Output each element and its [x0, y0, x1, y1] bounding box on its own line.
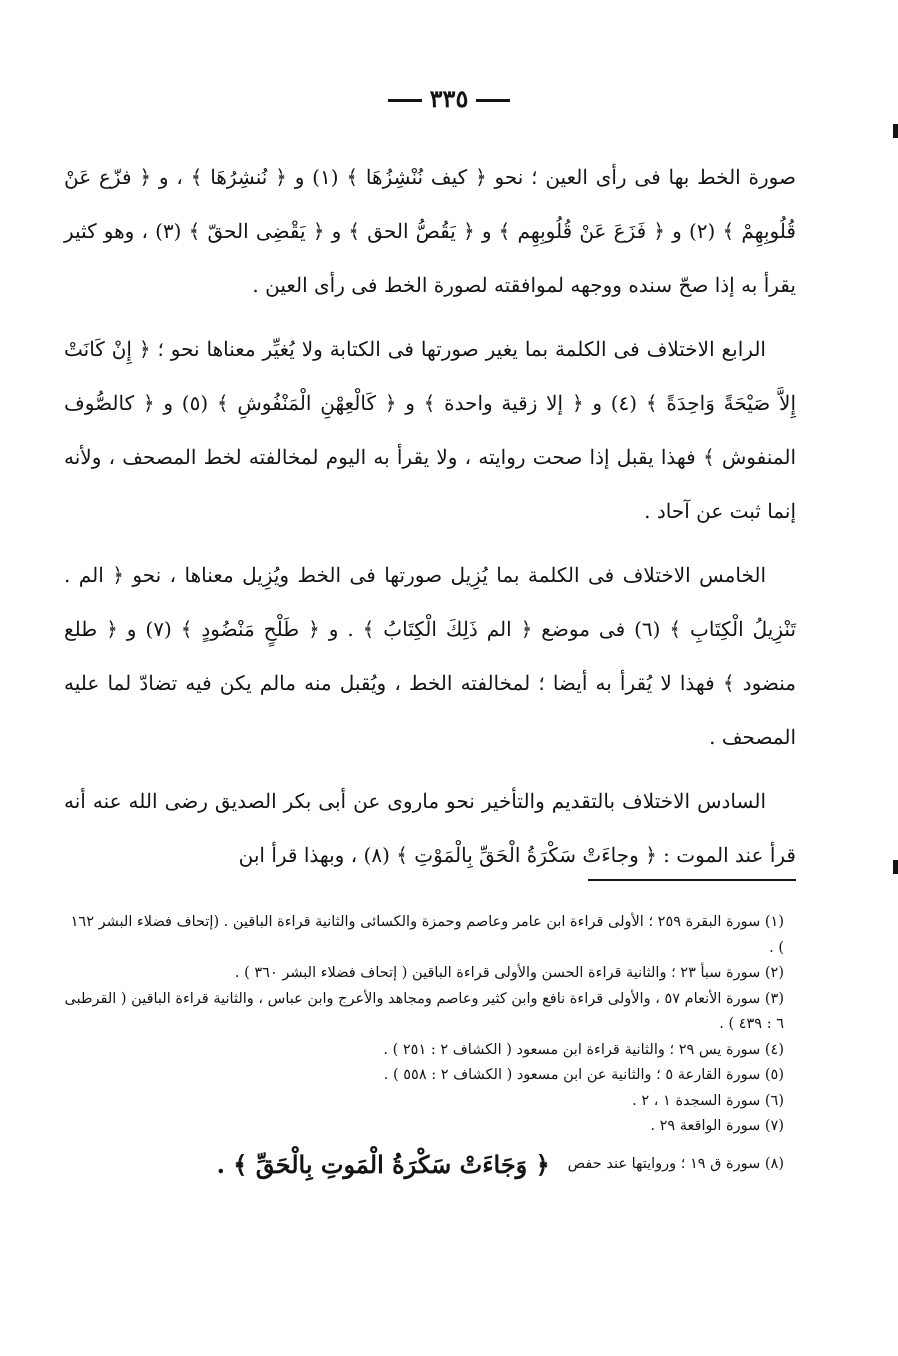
footnote-3: (٣) سورة الأنعام ٥٧ ، والأولى قراءة نافع وابن كثير وعاصم ومجاهد والأعرج وابن عباس ، والثانية قراءة الباقين ( القرطبى ٦ : ٤٣٩ ) .	[64, 990, 784, 1032]
page-number-dash-left	[388, 99, 422, 102]
footnote-2: (٢) سورة سبأ ٢٣ ؛ والثانية قراءة الحسن والأولى قراءة الباقين ( إتحاف فضلاء البشر ٣٦٠ ) .	[234, 965, 784, 981]
footnote-8-quote: ﴿ وَجَاءَتْ سَكْرَةُ الْمَوتِ بِالْحَقِّ ﴾ .	[216, 1149, 550, 1179]
footnote-divider	[588, 879, 796, 881]
footnote-6: (٦) سورة السجدة ١ ، ٢ .	[632, 1092, 784, 1109]
paragraph-1: صورة الخط بها فى رأى العين ؛ نحو ﴿ كيف نُنْشِزُهَا ﴾ (١) و ﴿ نُنشِرُهَا ﴾ ، و ﴿ فزّع عَنْ قُلُوبِهِمْ ﴾ (٢) و ﴿ فَزَعَ عَنْ قُلُوبِهِم ﴾ و ﴿ يَقُصُّ الحق ﴾ و ﴿ يَقْضِى الحقّ ﴾ (٣) ، وهو كثير يقرأ به إذا صحّ سنده ووجهه لموافقته لصورة الخط فى رأى العين .	[64, 165, 797, 297]
footnote-1: (١) سورة البقرة ٢٥٩ ؛ الأولى قراءة ابن عامر وعاصم وحمزة والكسائى والثانية قراءة الباقين . (إتحاف فضلاء البشر ١٦٢ ) .	[70, 914, 784, 956]
page-number	[0, 84, 898, 113]
main-text	[64, 150, 796, 882]
footnotes	[64, 910, 798, 1177]
paragraph-2: الرابع الاختلاف فى الكلمة بما يغير صورتها فى الكتابة ولا يُغيِّر معناها نحو ؛ ﴿ إِنْ كَانَتْ إِلاَّ صَيْحَةً وَاحِدَةً ﴾ (٤) و ﴿ إلا زقية واحدة ﴾ و ﴿ كَالْعِهْنِ الْمَنْفُوشِ ﴾ (٥) و ﴿ كالصُّوف المنفوش ﴾ فهذا يقبل إذا صحت روايته ، ولا يقرأ به اليوم لمخالفته لخط المصحف ، ولأنه إنما ثبت عن آحاد .	[64, 337, 796, 523]
footnote-8-text: (٨) سورة ق ١٩ ؛ وروايتها عند حفص	[567, 1155, 784, 1172]
paragraph-3: الخامس الاختلاف فى الكلمة بما يُزِيل صورتها فى الخط ويُزِيل معناها ، نحو ﴿ الم . تَنْزِيلُ الْكِتَابِ ﴾ (٦) فى موضع ﴿ الم ذَلِكَ الْكِتَابُ ﴾ . و ﴿ طَلْحٍ مَنْضُودٍ ﴾ (٧) و ﴿ طلع منضود ﴾ فهذا لا يُقرأ به أيضا ؛ لمخالفته الخط ، ويُقبل منه مالم يكن فيه تضادّ لما عليه المصحف .	[64, 563, 797, 749]
margin-mark-top	[893, 124, 898, 138]
footnote-7: (٧) سورة الواقعة ٢٩ .	[650, 1118, 784, 1134]
page-number-dash-right	[476, 99, 510, 102]
paragraph-4: السادس الاختلاف بالتقديم والتأخير نحو ماروى عن أبى بكر الصديق رضى الله عنه أنه قرأ عند الموت : ﴿ وجاءَتْ سَكْرَةُ الْحَقِّ بِالْمَوْتِ ﴾ (٨) ، وبهذا قرأ ابن	[64, 789, 796, 867]
footnote-5: (٥) سورة القارعة ٥ ؛ والثانية عن ابن مسعود ( الكشاف ٢ : ٥٥٨ ) .	[383, 1067, 784, 1083]
margin-mark-bottom	[893, 860, 898, 874]
footnote-4: (٤) سورة يس ٢٩ ؛ والثانية قراءة ابن مسعود ( الكشاف ٢ : ٢٥١ ) .	[383, 1041, 784, 1058]
footnote-8	[64, 1149, 798, 1179]
page-number-text: ٣٣٥	[429, 84, 469, 113]
